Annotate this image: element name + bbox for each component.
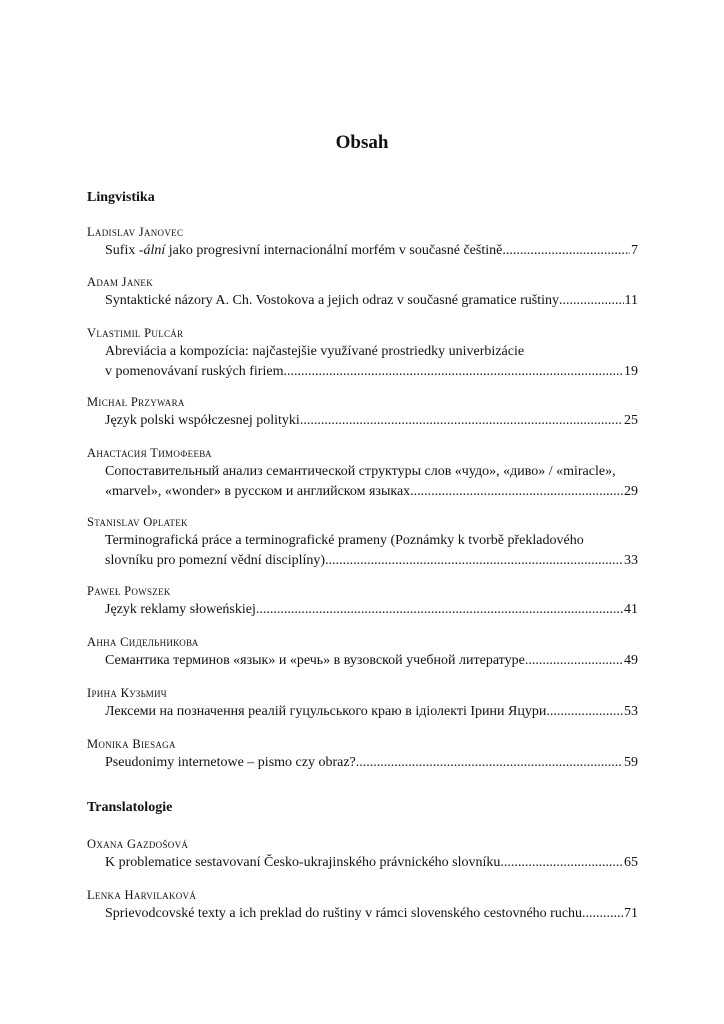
entry-page-number: 29 bbox=[624, 484, 638, 499]
dot-leader bbox=[356, 753, 623, 773]
entry-title-line bbox=[105, 482, 638, 502]
toc-entry[interactable] bbox=[87, 445, 638, 502]
dot-leader bbox=[525, 651, 623, 671]
entry-page-number: 33 bbox=[624, 553, 638, 568]
entry-title-first-line: Сопоставительный анализ семантической структуры слов «чудо», «диво» / «miracle», bbox=[105, 464, 616, 479]
entry-title: Sprievodcovské texty a ich preklad do ruštiny v rámci slovenského cestovného ruchu bbox=[105, 906, 583, 921]
toc-entry[interactable] bbox=[87, 836, 638, 873]
section-title-lingvistika: Lingvistika bbox=[87, 190, 155, 205]
entry-author: Vlastimil Pulcár bbox=[87, 326, 184, 340]
entry-title: Język reklamy słoweńskiej bbox=[105, 602, 256, 617]
toc-entry[interactable] bbox=[87, 634, 638, 671]
entry-author: Ірина Кузьмич bbox=[87, 686, 167, 700]
dot-leader bbox=[546, 702, 623, 722]
entry-author: Adam Janek bbox=[87, 275, 154, 289]
entry-page-number: 53 bbox=[624, 704, 638, 719]
entry-author: Michał Przywara bbox=[87, 395, 185, 409]
dot-leader bbox=[256, 600, 623, 620]
entry-page-number: 71 bbox=[624, 906, 638, 921]
entry-page-number: 49 bbox=[624, 653, 638, 668]
entry-title: Sufix -ální jako progresivní internacionální morfém v současné češtině bbox=[105, 243, 503, 258]
entry-title-line bbox=[105, 853, 638, 873]
entry-title: K problematice sestavovaní Česko-ukrajinského právnického slovníku bbox=[105, 855, 501, 870]
entry-page-number: 11 bbox=[624, 293, 638, 308]
entry-title: Семантика терминов «язык» и «речь» в вузовской учебной литературе bbox=[105, 653, 525, 668]
toc-entry[interactable] bbox=[87, 325, 638, 382]
entry-author: Lenka Harvilaková bbox=[87, 888, 197, 902]
entry-title-line bbox=[105, 904, 638, 924]
toc-entry[interactable] bbox=[87, 583, 638, 620]
entry-author: Stanislav Oplatek bbox=[87, 515, 188, 529]
entry-title-line bbox=[105, 411, 638, 431]
section-title-translatologie: Translatologie bbox=[87, 800, 173, 815]
toc-entry[interactable] bbox=[87, 887, 638, 924]
entry-title-line bbox=[105, 291, 638, 311]
toc-entry[interactable] bbox=[87, 274, 638, 311]
entry-title-line bbox=[105, 753, 638, 773]
toc-entry[interactable] bbox=[87, 736, 638, 773]
entry-author: Анастасия Тимофеева bbox=[87, 446, 212, 460]
entry-title: v pomenovávaní ruských firiem bbox=[105, 364, 284, 379]
entry-page-number: 25 bbox=[624, 413, 638, 428]
entry-author: Oxana Gazdošová bbox=[87, 837, 189, 851]
entry-page-number: 59 bbox=[624, 755, 638, 770]
entry-title: Język polski współczesnej polityki bbox=[105, 413, 300, 428]
entry-title-line bbox=[105, 241, 638, 261]
entry-page-number: 7 bbox=[631, 243, 638, 258]
entry-author: Monika Biesaga bbox=[87, 737, 176, 751]
entry-title-line bbox=[105, 551, 638, 571]
toc-entry[interactable] bbox=[87, 685, 638, 722]
entry-page-number: 19 bbox=[624, 364, 638, 379]
toc-entry[interactable] bbox=[87, 224, 638, 261]
dot-leader bbox=[300, 411, 623, 431]
dot-leader bbox=[559, 291, 624, 311]
entry-author: Анна Сидельникова bbox=[87, 635, 199, 649]
entry-title: Pseudonimy internetowe – pismo czy obraz? bbox=[105, 755, 356, 770]
entry-title: «marvel», «wonder» в русском и английском языках bbox=[105, 484, 411, 499]
entry-title-line bbox=[105, 600, 638, 620]
entry-page-number: 65 bbox=[624, 855, 638, 870]
toc-entry[interactable] bbox=[87, 514, 638, 571]
entry-author: Paweł Powszek bbox=[87, 584, 171, 598]
entry-page-number: 41 bbox=[624, 602, 638, 617]
entry-title-line bbox=[105, 702, 638, 722]
entry-title: Syntaktické názory A. Ch. Vostokova a jejich odraz v současné gramatice ruštiny bbox=[105, 293, 559, 308]
entry-title-line bbox=[105, 651, 638, 671]
dot-leader bbox=[500, 853, 623, 873]
dot-leader bbox=[283, 362, 623, 382]
entry-title-first-line: Abreviácia a kompozícia: najčastejšie využívané prostriedky univerbizácie bbox=[105, 344, 525, 359]
dot-leader bbox=[502, 241, 630, 261]
page-title: Obsah bbox=[335, 132, 389, 153]
entry-title: slovníku pro pomezní vědní disciplíny) bbox=[105, 553, 326, 568]
dot-leader bbox=[410, 482, 623, 502]
dot-leader bbox=[582, 904, 623, 924]
dot-leader bbox=[325, 551, 623, 571]
toc-entry[interactable] bbox=[87, 394, 638, 431]
entry-title: Лексеми на позначення реалій гуцульського краю в ідіолекті Ірини Яцури bbox=[105, 704, 547, 719]
entry-author: Ladislav Janovec bbox=[87, 225, 184, 239]
entry-title-first-line: Terminografická práce a terminografické prameny (Poznámky k tvorbě překladového bbox=[105, 533, 584, 548]
entry-title-line bbox=[105, 362, 638, 382]
